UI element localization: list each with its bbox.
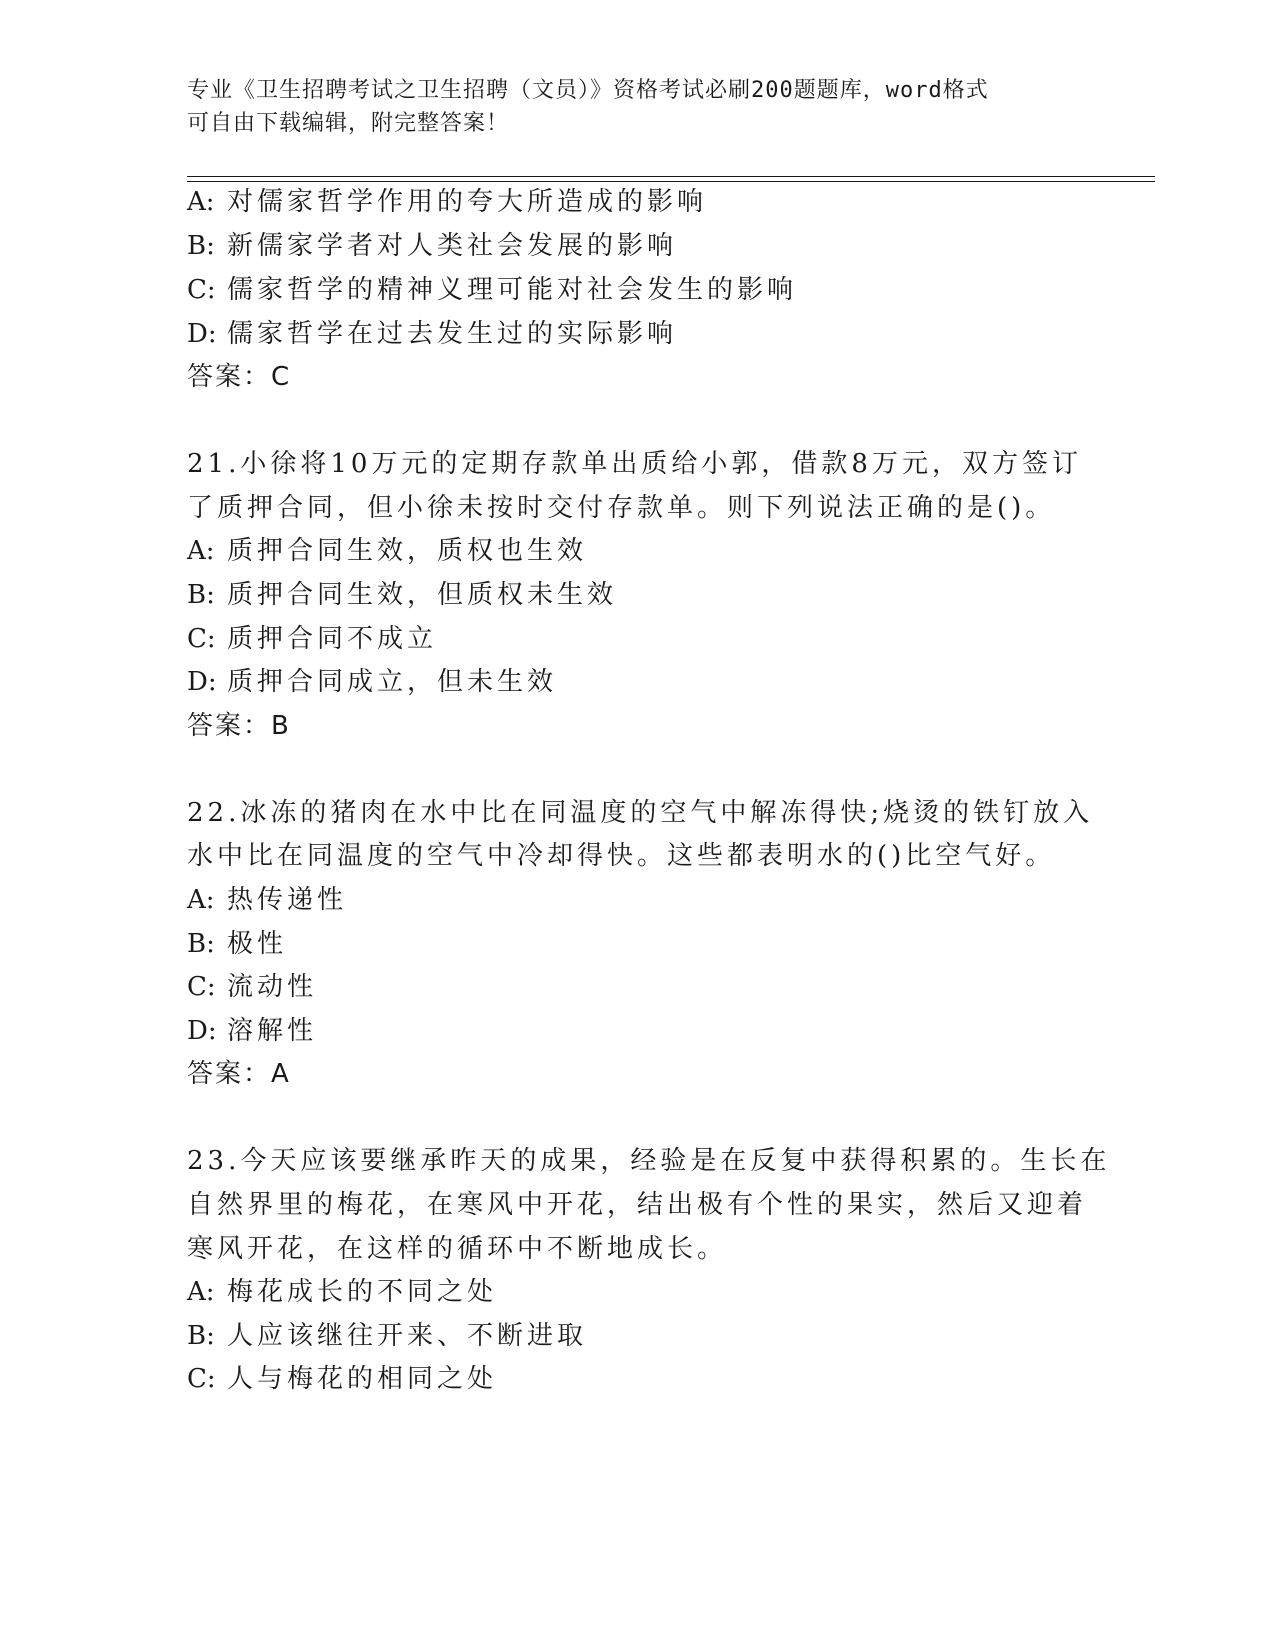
option-key: C: — [187, 275, 216, 305]
option-text: 人与梅花的相同之处 — [227, 1364, 498, 1394]
option-a — [187, 1276, 497, 1308]
option-key: B: — [187, 231, 215, 261]
option-key: D: — [187, 319, 217, 349]
option-a — [187, 535, 587, 567]
option-key: A: — [187, 187, 215, 217]
option-key: A: — [187, 536, 215, 566]
header-title-line-1: 专业《卫生招聘考试之卫生招聘（文员）》资格考试必刷200题题库，word格式 — [187, 78, 989, 103]
option-b — [187, 230, 677, 262]
answer-line: 答案：B — [187, 711, 291, 741]
question-stem-line: 21.小徐将10万元的定期存款单出质给小郭，借款8万元，双方签订 — [187, 449, 1082, 479]
option-key: C: — [187, 624, 216, 654]
question-stem-line: 自然界里的梅花，在寒风中开花，结出极有个性的果实，然后又迎着 — [187, 1190, 1088, 1220]
question-stem-line: 水中比在同温度的空气中冷却得快。这些都表明水的()比空气好。 — [187, 841, 1056, 871]
question-stem-line: 了质押合同，但小徐未按时交付存款单。则下列说法正确的是()。 — [187, 493, 1056, 523]
option-key: C: — [187, 972, 216, 1002]
question-stem-line: 23.今天应该要继承昨天的成果，经验是在反复中获得积累的。生长在 — [187, 1146, 1111, 1176]
question-stem-line: 寒风开花，在这样的循环中不断地成长。 — [187, 1234, 728, 1264]
option-text: 新儒家学者对人类社会发展的影响 — [227, 231, 678, 261]
option-text: 儒家哲学的精神义理可能对社会发生的影响 — [227, 275, 798, 305]
option-text: 人应该继往开来、不断进取 — [227, 1321, 588, 1351]
option-key: A: — [187, 1277, 215, 1307]
option-text: 溶解性 — [227, 1016, 318, 1046]
option-key: B: — [187, 580, 215, 610]
option-text: 热传递性 — [227, 885, 348, 915]
answer-line: 答案：A — [187, 1059, 291, 1089]
option-key: C: — [187, 1364, 216, 1394]
document-header — [187, 74, 1087, 140]
header-divider-bottom — [187, 181, 1155, 182]
option-text: 极性 — [227, 929, 288, 959]
option-key: B: — [187, 1321, 215, 1351]
option-text: 质押合同不成立 — [227, 624, 438, 654]
option-key: B: — [187, 929, 215, 959]
question-stem-line: 22.冰冻的猪肉在水中比在同温度的空气中解冻得快;烧烫的铁钉放入 — [187, 798, 1094, 828]
option-c — [187, 623, 437, 655]
option-key: D: — [187, 1016, 217, 1046]
option-a — [187, 186, 707, 218]
option-d — [187, 1015, 317, 1047]
option-text: 对儒家哲学作用的夸大所造成的影响 — [227, 187, 708, 217]
option-c — [187, 971, 317, 1003]
option-text: 梅花成长的不同之处 — [227, 1277, 498, 1307]
option-b — [187, 928, 287, 960]
answer-line: 答案：C — [187, 362, 292, 392]
header-divider-top — [187, 176, 1155, 177]
option-d — [187, 318, 677, 350]
option-a — [187, 884, 347, 916]
option-text: 质押合同生效，但质权未生效 — [227, 580, 618, 610]
option-key: A: — [187, 885, 215, 915]
option-b — [187, 1320, 587, 1352]
option-text: 流动性 — [227, 972, 318, 1002]
option-b — [187, 579, 617, 611]
option-d — [187, 666, 557, 698]
option-c — [187, 274, 797, 306]
option-key: D: — [187, 667, 217, 697]
header-title-line-2: 可自由下载编辑，附完整答案！ — [187, 111, 510, 136]
option-text: 儒家哲学在过去发生过的实际影响 — [227, 319, 678, 349]
option-text: 质押合同生效，质权也生效 — [227, 536, 588, 566]
option-text: 质押合同成立，但未生效 — [227, 667, 558, 697]
option-c — [187, 1363, 497, 1395]
